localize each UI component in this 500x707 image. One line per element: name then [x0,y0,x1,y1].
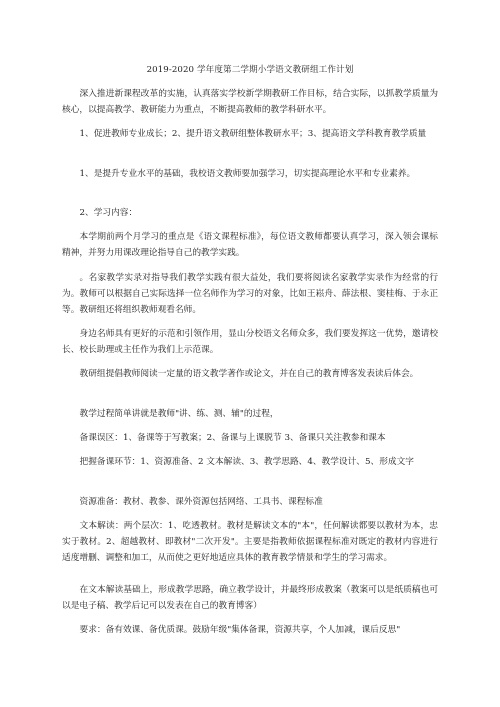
document-title: 2019-2020 学年度第二学期小学语文教研组工作计划 [146,65,354,75]
paragraph-resources: 资源准备：教材、教参、课外资源包括网络、工具书、课程标准 [79,497,323,507]
paragraph-intro: 深入推进新课程改革的实施，认真落实学校新学期教研工作目标，结合实际，以抓教学质量为核心，以提高教学、教研能力为重点，不断提高教师的教学科研水平。 [62,89,438,115]
paragraph-lesson-prep-pitfalls: 备课误区：1、备课等于写教案；2、备课与上课脱节 3、备课只关注教参和课本 [79,433,386,443]
paragraph-reading: 教研组提倡教师阅读一定量的语文教学著作或论文，并在自己的教育博客发表读后体会。 [79,369,419,379]
paragraph-text-interpretation: 文本解读：两个层次：1、吃透教材。教材是解读文本的"本"，任何解读都要以教材为本，忠实于教材。2、超越教材、即教材"二次开发"。主要是指教师依据课程标准对既定的教材内容进行适度增删、调整和加工，从而使之更好地适应具体的教育教学情景和学生的学习需求。 [62,521,438,563]
paragraph-goals: 1、促进教师专业成长；2、提升语文教研组整体教研水平；3、提高语文学科教育教学质量 [79,129,427,139]
paragraph-study-content-heading: 2、学习内容： [79,208,138,218]
paragraph-local-teachers: 身边名师具有更好的示范和引领作用，显山分校语文名师众多，我们要发挥这一优势，邀请校长、校长助理或主任作为我们上示范课。 [62,329,438,355]
paragraph-master-teachers: 。名家教学实录对指导我们教学实践有很大益处，我们要将阅读名家教学实录作为经常的行为。教师可以根据自己实际选择一位名师作为学习的对象，比如王崧舟、薛法根、窦桂梅、于永正等。教研组还将组织教师观看名师。 [62,273,438,315]
paragraph-requirements: 要求：备有效课、备优质课。鼓励年级"集体备课，资源共享，个人加减，课后反思" [79,625,401,635]
paragraph-curriculum-standard: 本学期前两个月学习的重点是《语文课程标准》，每位语文教师都要认真学习，深入领会课标精神，并努力用课改理论指导自己的教学实践。 [62,232,438,258]
paragraph-lesson-plan: 在文本解读基础上，形成教学思路，确立教学设计，并最终形成教案（教案可以是纸质稿也可以是电子稿、教学后记可以发表在自己的教育博客） [62,585,438,611]
paragraph-study-basis: 1、是提升专业水平的基础，我校语文教师要加强学习，切实提高理论水平和专业素养。 [79,169,416,179]
paragraph-lesson-prep-steps: 把握备课环节：1、资源准备、2 文本解读、3、教学思路、4、教学设计、5、形成文字 [79,457,414,467]
paragraph-teaching-process: 教学过程简单讲就是教师"讲、练、测、辅"的过程， [79,409,279,419]
